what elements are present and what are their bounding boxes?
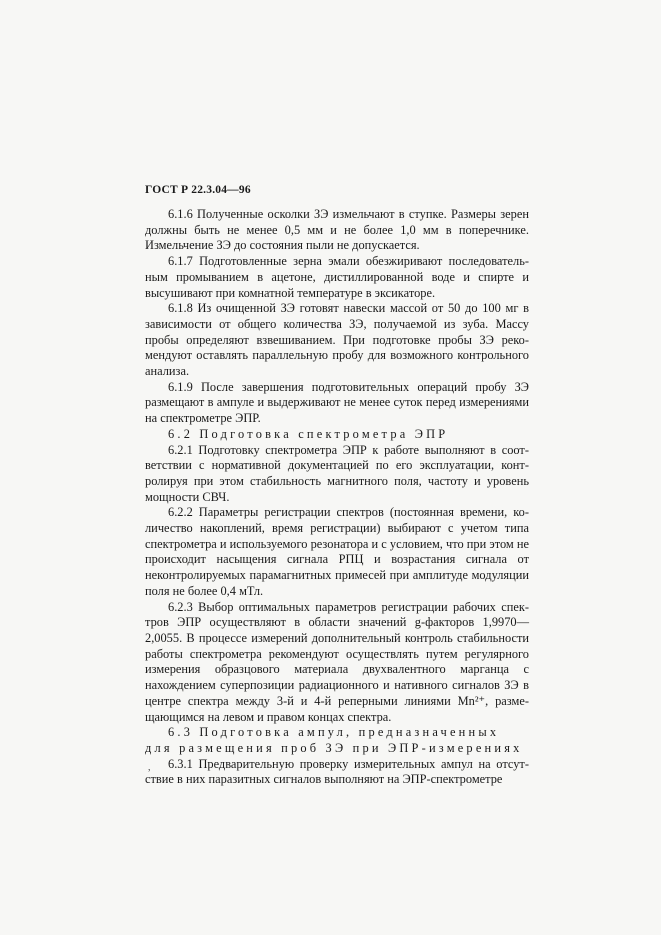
stray-mark: ,: [148, 762, 151, 773]
paragraph-6-2-2: 6.2.2 Параметры регистрации спектров (постоянная времени, количество накоплений, время регистрации) выбирают с учетом типа спектрометра и используемого резонатора и с условием, что при этом не происходит насыщения сигнала РПЦ и возрастания сигнала от неконтролируемых парамагнитных примесей при амплитуде модуляции поля не более 0,4 мТл.: [145, 505, 529, 598]
paragraph-6-2-3: 6.2.3 Выбор оптимальных параметров регистрации рабочих спектров ЭПР осуществляют в области значений g-факторов 1,9970—2,0055. В процессе измерений дополнительный контроль стабильности работы спектрометра рекомендуют осуществлять путем регулярного измерения образцового материала двухвалентного марганца с нахождением суперпозиции радиационного и нативного сигналов ЗЭ в центре спектра между 3-й и 4-й реперными линиями Mn²⁺, размещающимся на левом и правом концах спектра.: [145, 599, 529, 724]
section-heading-6-2: 6.2 Подготовка спектрометра ЭПР: [168, 426, 449, 441]
document-body: [145, 207, 529, 788]
paragraph-6-3-1: 6.3.1 Предварительную проверку измерительных ампул на отсутствие в них паразитных сигналов выполняют на ЭПР-спектрометре: [145, 756, 529, 787]
paragraph-6-1-6: 6.1.6 Полученные осколки ЗЭ измельчают в ступке. Размеры зерен должны быть не менее 0,5 мм и не более 1,0 мм в поперечнике. Измельчение ЗЭ до состояния пыли не допускается.: [145, 207, 529, 253]
paragraph-6-1-9: 6.1.9 После завершения подготовительных операций пробу ЗЭ размещают в ампуле и выдерживают не менее суток перед измерениями на спектрометре ЭПР.: [145, 379, 529, 426]
paragraph-6-1-7: 6.1.7 Подготовленные зерна эмали обезжиривают последовательным промыванием в ацетоне, дистиллированной воде и спирте и высушивают при комнатной температуре в эксикаторе.: [145, 254, 529, 300]
page-header: ГОСТ Р 22.3.04—96: [145, 184, 251, 196]
paragraph-6-1-8: 6.1.8 Из очищенной ЗЭ готовят навески массой от 50 до 100 мг в зависимости от общего количества ЗЭ, получаемой из зуба. Массу пробы определяют взвешиванием. При подготовке пробы ЗЭ рекомендуют оставлять параллельную пробу для возможного контрольного анализа.: [145, 301, 529, 379]
section-heading-6-3: 6.3 Подготовка ампул, предназначенных для размещения проб ЗЭ при ЭПР-измерениях: [145, 725, 523, 755]
paragraph-6-2-1: 6.2.1 Подготовку спектрометра ЭПР к работе выполняют в соответствии с нормативной документацией по его эксплуатации, контролируя при этом стабильность магнитного поля, частоту и уровень мощности СВЧ.: [145, 442, 529, 504]
